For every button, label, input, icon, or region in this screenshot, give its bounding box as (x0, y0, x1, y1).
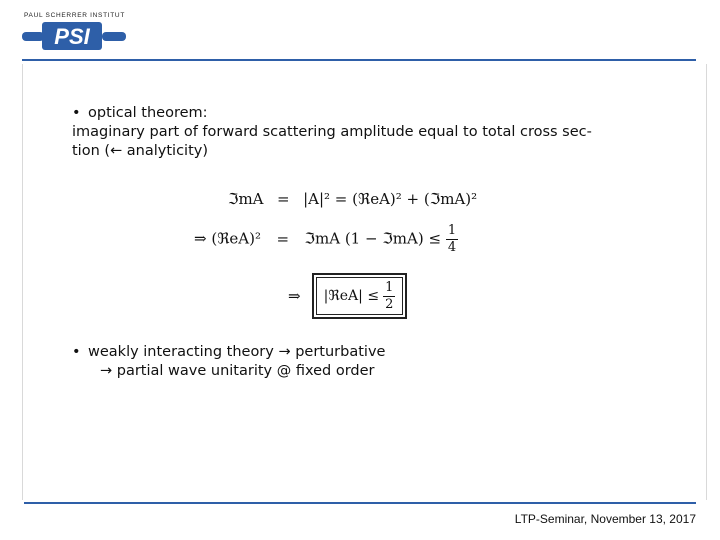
fraction-one-quarter (446, 223, 458, 256)
logo-caption: PAUL SCHERRER INSTITUT (24, 12, 125, 19)
text-line: imaginary part of forward scattering amplitude equal to total cross sec- (72, 124, 592, 140)
eq3-body: |ℜeA| ≤ (323, 288, 380, 304)
fraction-one-half (383, 280, 395, 313)
top-rule (22, 59, 696, 61)
slide-body (72, 104, 672, 161)
bullet-optical-theorem (72, 104, 672, 123)
slide-body-2 (72, 343, 672, 381)
fraction-numerator: 1 (385, 279, 394, 295)
eq1-rhs: |A|² = (ℜeA)² + (ℑmA)² (303, 190, 478, 208)
eq2-lhs: ⇒ (ℜeA)² (194, 229, 261, 248)
equation-2 (194, 223, 458, 256)
psi-logo-mark (22, 22, 128, 50)
eq1-lhs: ℑmA (228, 190, 264, 208)
bottom-rule (24, 502, 696, 504)
text-line: tion (← analyticity) (72, 143, 209, 159)
left-rule (22, 64, 23, 500)
bullet2-line2: → partial wave unitarity @ fixed order (100, 363, 375, 379)
footer-text: LTP-Seminar, November 13, 2017 (514, 512, 696, 526)
eq1-operator: = (277, 190, 290, 208)
bullet-marker: • (72, 105, 81, 121)
eq2-rhs: ℑmA (1 − ℑmA) ≤ (304, 229, 442, 248)
bullet2-line1: weakly interacting theory → perturbative (88, 344, 386, 360)
boxed-result-inner (316, 277, 403, 315)
fraction-numerator: 1 (447, 223, 457, 238)
bullet-marker: • (72, 344, 81, 360)
bullet-title: optical theorem: (88, 105, 208, 121)
eq2-operator: = (276, 229, 290, 248)
fraction-denominator: 2 (385, 296, 394, 312)
logo-letters: PSI (54, 24, 90, 49)
right-rule (706, 64, 707, 500)
bullet-weakly-interacting (72, 343, 672, 362)
equation-1 (228, 190, 477, 208)
eq3-implies-arrow: ⇒ (288, 287, 301, 305)
fraction-denominator: 4 (447, 240, 457, 255)
boxed-result (312, 273, 407, 319)
